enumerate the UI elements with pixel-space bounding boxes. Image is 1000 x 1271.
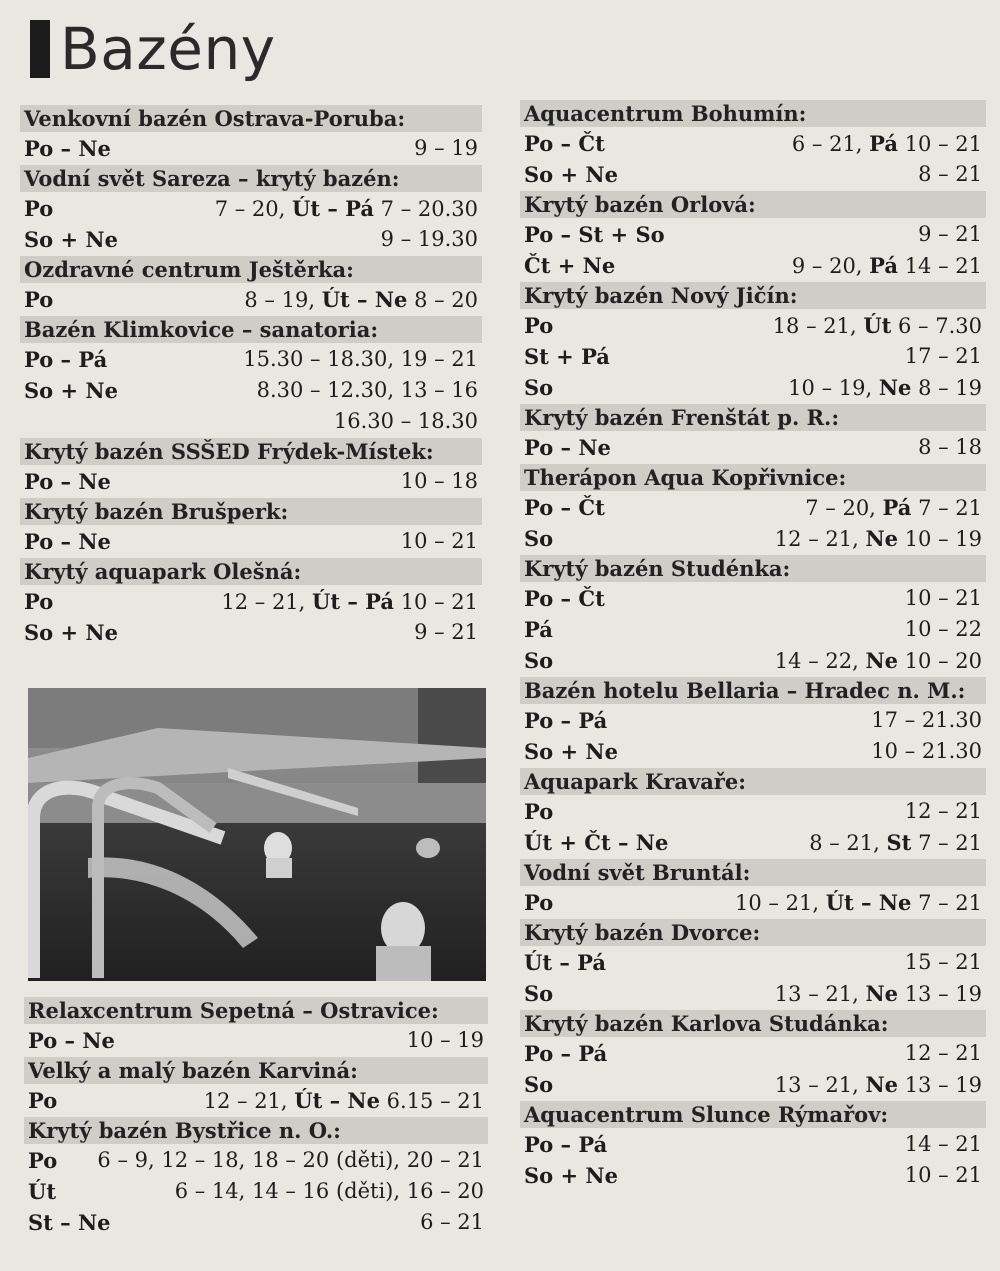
schedule-row xyxy=(20,586,482,617)
schedule-row xyxy=(520,492,986,523)
schedule-hours-part: 17 – 21.30 xyxy=(871,708,982,732)
schedule-hours xyxy=(792,128,982,159)
pool-name-relaxcentrum-sepetna-ostravice: Relaxcentrum Sepetná – Ostravice: xyxy=(24,997,488,1024)
schedule-hours-part: 12 – 21, xyxy=(221,590,313,614)
schedule-days: So xyxy=(524,526,554,551)
schedule-hours-part: 10 – 22 xyxy=(904,617,982,641)
schedule-hours xyxy=(257,375,478,406)
schedule-hours-days: Út – Ne xyxy=(825,890,912,915)
schedule-days: Po xyxy=(524,799,554,824)
schedule-row xyxy=(24,1207,488,1238)
page-title-block xyxy=(30,14,276,84)
schedule-row xyxy=(520,645,986,676)
schedule-row xyxy=(520,583,986,614)
schedule-days: So xyxy=(524,648,554,673)
schedule-hours-part: 7 – 20, xyxy=(805,496,883,520)
schedule-hours-part: 7 – 21 xyxy=(911,891,982,915)
schedule-hours-part: 16.30 – 18.30 xyxy=(333,409,478,433)
schedule-hours xyxy=(905,583,982,614)
schedule-hours xyxy=(905,1160,982,1191)
schedule-hours-part: 7 – 20.30 xyxy=(373,197,478,221)
schedule-hours-part: 9 – 20, xyxy=(791,254,870,278)
schedule-hours-part: 10 – 21 xyxy=(904,586,982,610)
schedule-row xyxy=(520,310,986,341)
schedule-days: Po – St + So xyxy=(524,222,665,247)
schedule-row xyxy=(24,1085,488,1116)
schedule-days: Po – Ne xyxy=(24,529,111,554)
pool-name-kryty-bazen-sssed-frydek-mistek: Krytý bazén SSŠED Frýdek-Místek: xyxy=(20,438,482,465)
schedule-hours xyxy=(871,736,982,767)
schedule-hours-part: 13 – 21, xyxy=(774,982,866,1006)
schedule-days: So + Ne xyxy=(24,620,118,645)
schedule-hours-part: 14 – 21 xyxy=(904,1132,982,1156)
schedule-row xyxy=(20,617,482,648)
schedule-row xyxy=(20,344,482,375)
schedule-hours-part: 13 – 19 xyxy=(898,1073,982,1097)
schedule-hours-part: 10 – 21, xyxy=(735,891,826,915)
schedule-row xyxy=(20,224,482,255)
schedule-days: Po – Pá xyxy=(24,347,108,372)
schedule-hours-part: 8 – 21, xyxy=(809,831,887,855)
pool-name-aquapark-kravare: Aquapark Kravaře: xyxy=(520,768,986,795)
schedule-row xyxy=(20,466,482,497)
pool-name-kryty-bazen-orlova: Krytý bazén Orlová: xyxy=(520,191,986,218)
schedule-days: Po – Čt xyxy=(524,586,605,611)
pool-name-kryty-bazen-dvorce: Krytý bazén Dvorce: xyxy=(520,919,986,946)
schedule-days: Po xyxy=(28,1148,58,1173)
schedule-hours xyxy=(401,526,478,557)
schedule-row xyxy=(520,736,986,767)
schedule-hours-part: 9 – 19 xyxy=(414,136,478,160)
schedule-hours xyxy=(414,133,478,164)
schedule-hours-part: 14 – 21 xyxy=(898,254,982,278)
title-bar-decoration xyxy=(30,20,50,78)
schedule-hours xyxy=(775,978,982,1009)
schedule-days: Po xyxy=(524,313,554,338)
schedule-days: Po – Čt xyxy=(524,131,605,156)
schedule-days: Po – Ne xyxy=(524,435,611,460)
schedule-row xyxy=(520,947,986,978)
schedule-days: So + Ne xyxy=(524,162,618,187)
schedule-hours-days: Ne xyxy=(865,648,899,673)
schedule-days: St – Ne xyxy=(28,1210,111,1235)
schedule-row xyxy=(520,1129,986,1160)
schedule-hours-days: Út xyxy=(863,313,892,338)
schedule-row xyxy=(520,887,986,918)
schedule-row xyxy=(520,372,986,403)
schedule-hours xyxy=(905,614,982,645)
schedule-hours-days: Ne xyxy=(865,981,899,1006)
schedule-row xyxy=(20,284,482,315)
schedule-days: Po xyxy=(28,1088,58,1113)
schedule-row xyxy=(520,341,986,372)
pool-name-aquacentrum-slunce-rymarov: Aquacentrum Slunce Rýmařov: xyxy=(520,1101,986,1128)
schedule-hours-part: 10 – 18 xyxy=(400,469,478,493)
schedule-hours-part: 10 – 21 xyxy=(400,529,478,553)
schedule-hours-part: 8.30 – 12.30, 13 – 16 xyxy=(256,378,478,402)
schedule-hours-days: Út – Ne xyxy=(294,1088,380,1113)
schedule-hours-days: Ne xyxy=(865,526,899,551)
schedule-row xyxy=(520,978,986,1009)
schedule-hours xyxy=(775,1069,982,1100)
schedule-days: Po – Pá xyxy=(524,1041,608,1066)
schedule-row xyxy=(20,526,482,557)
schedule-days: So + Ne xyxy=(524,1163,618,1188)
schedule-hours-part: 12 – 21, xyxy=(203,1089,295,1113)
pool-name-kryty-bazen-studenka: Krytý bazén Studénka: xyxy=(520,555,986,582)
schedule-row xyxy=(520,523,986,554)
pool-photo xyxy=(28,688,486,981)
schedule-hours-part: 12 – 21, xyxy=(774,527,866,551)
schedule-row xyxy=(520,1069,986,1100)
schedule-hours-part: 13 – 19 xyxy=(898,982,982,1006)
schedule-hours-part: 17 – 21 xyxy=(904,344,982,368)
schedule-hours xyxy=(905,796,982,827)
schedule-hours xyxy=(221,586,478,617)
schedule-hours-part: 6 – 21 xyxy=(420,1210,484,1234)
schedule-hours-part: 15.30 – 18.30, 19 – 21 xyxy=(243,347,478,371)
schedule-days: Po – Čt xyxy=(524,495,605,520)
schedule-hours xyxy=(414,617,478,648)
schedule-days: Po – Ne xyxy=(28,1028,115,1053)
pool-name-vodni-svet-bruntal: Vodní svět Bruntál: xyxy=(520,859,986,886)
schedule-row xyxy=(520,432,986,463)
schedule-hours xyxy=(805,492,982,523)
schedule-hours xyxy=(243,344,478,375)
schedule-hours xyxy=(735,887,982,918)
schedule-hours xyxy=(775,645,982,676)
schedule-hours-part: 9 – 19.30 xyxy=(380,227,478,251)
schedule-hours xyxy=(809,827,982,858)
schedule-hours xyxy=(334,406,478,437)
schedule-days: So xyxy=(524,375,554,400)
schedule-row xyxy=(520,250,986,281)
schedule-hours-part: 9 – 21 xyxy=(918,222,982,246)
schedule-days: Po – Pá xyxy=(524,708,608,733)
schedule-days: Čt + Ne xyxy=(524,253,616,278)
schedule-hours xyxy=(97,1145,484,1176)
schedule-row xyxy=(20,133,482,164)
schedule-hours-part: 18 – 21, xyxy=(772,314,864,338)
schedule-hours xyxy=(244,284,478,315)
schedule-row xyxy=(20,406,482,437)
left-column-bottom xyxy=(24,996,488,1238)
schedule-hours-days: Út – Pá xyxy=(312,589,395,614)
schedule-hours xyxy=(773,310,982,341)
schedule-hours-part: 9 – 21 xyxy=(414,620,478,644)
schedule-days: Út xyxy=(28,1179,57,1204)
schedule-hours xyxy=(918,219,982,250)
schedule-hours-days: Pá xyxy=(869,253,899,278)
pool-name-ozdravne-centrum-jesterka: Ozdravné centrum Ještěrka: xyxy=(20,256,482,283)
schedule-hours xyxy=(381,224,478,255)
schedule-hours-part: 8 – 18 xyxy=(918,435,982,459)
schedule-hours-part: 12 – 21 xyxy=(904,799,982,823)
schedule-days: So + Ne xyxy=(524,739,618,764)
schedule-hours xyxy=(401,466,478,497)
schedule-hours-part: 12 – 21 xyxy=(904,1041,982,1065)
schedule-hours xyxy=(905,1129,982,1160)
schedule-hours xyxy=(407,1025,484,1056)
schedule-hours xyxy=(775,523,982,554)
pool-name-kryty-bazen-karlova-studanka: Krytý bazén Karlova Studánka: xyxy=(520,1010,986,1037)
schedule-hours-part: 7 – 20, xyxy=(214,197,292,221)
schedule-row xyxy=(520,1038,986,1069)
schedule-hours xyxy=(918,159,982,190)
schedule-hours-days: Út – Pá xyxy=(292,196,374,221)
schedule-days: St + Pá xyxy=(524,344,610,369)
schedule-hours xyxy=(918,432,982,463)
schedule-row xyxy=(20,375,482,406)
pool-name-kryty-aquapark-olesna: Krytý aquapark Olešná: xyxy=(20,558,482,585)
pool-name-kryty-bazen-frenstat-p-r: Krytý bazén Frenštát p. R.: xyxy=(520,404,986,431)
schedule-hours-part: 10 – 20 xyxy=(898,649,982,673)
schedule-hours-days: Út – Ne xyxy=(321,287,408,312)
schedule-row xyxy=(24,1176,488,1207)
pool-photo-illustration xyxy=(28,688,486,981)
schedule-row xyxy=(520,219,986,250)
schedule-hours xyxy=(871,705,982,736)
schedule-hours-part: 10 – 19, xyxy=(788,376,879,400)
schedule-days: So + Ne xyxy=(24,227,118,252)
schedule-hours-part: 7 – 21 xyxy=(911,496,982,520)
schedule-hours-part: 13 – 21, xyxy=(774,1073,866,1097)
schedule-hours-days: Ne xyxy=(865,1072,899,1097)
schedule-days: So xyxy=(524,981,554,1006)
schedule-days: Po – Ne xyxy=(24,136,111,161)
left-column xyxy=(20,104,482,648)
schedule-days: Út – Pá xyxy=(524,950,606,975)
schedule-hours-part: 8 – 19 xyxy=(911,376,982,400)
pool-name-therapon-aqua-koprivnice: Therápon Aqua Kopřivnice: xyxy=(520,464,986,491)
pool-name-kryty-bazen-novy-jicin: Krytý bazén Nový Jičín: xyxy=(520,282,986,309)
schedule-hours-part: 6 – 14, 14 – 16 (děti), 16 – 20 xyxy=(174,1179,484,1203)
schedule-days: Po – Pá xyxy=(524,1132,608,1157)
schedule-hours-part: 15 – 21 xyxy=(904,950,982,974)
schedule-row xyxy=(20,193,482,224)
schedule-row xyxy=(520,1160,986,1191)
schedule-hours-days: Ne xyxy=(878,375,912,400)
schedule-days: Út + Čt – Ne xyxy=(524,830,669,855)
schedule-hours-part: 10 – 19 xyxy=(406,1028,484,1052)
schedule-hours-part: 6 – 21, xyxy=(791,132,870,156)
schedule-hours xyxy=(215,193,478,224)
schedule-hours-days: St xyxy=(886,830,912,855)
schedule-hours-days: Pá xyxy=(869,131,899,156)
schedule-hours-days: Pá xyxy=(882,495,912,520)
schedule-hours xyxy=(905,341,982,372)
schedule-hours xyxy=(420,1207,484,1238)
schedule-row xyxy=(520,705,986,736)
schedule-hours-part: 8 – 21 xyxy=(918,162,982,186)
pool-name-kryty-bazen-bystrice-n-o: Krytý bazén Bystřice n. O.: xyxy=(24,1117,488,1144)
schedule-days: Po xyxy=(524,890,554,915)
schedule-row xyxy=(520,128,986,159)
page-title: Bazény xyxy=(60,15,276,83)
schedule-hours-part: 10 – 19 xyxy=(898,527,982,551)
schedule-days: So + Ne xyxy=(24,378,118,403)
schedule-days: Po xyxy=(24,589,54,614)
schedule-hours xyxy=(175,1176,484,1207)
schedule-hours xyxy=(905,1038,982,1069)
pool-name-velky-a-maly-bazen-karvina: Velký a malý bazén Karviná: xyxy=(24,1057,488,1084)
schedule-row xyxy=(520,614,986,645)
schedule-hours-part: 8 – 20 xyxy=(407,288,478,312)
schedule-row xyxy=(520,827,986,858)
pool-name-vodni-svet-sareza-kryty-bazen: Vodní svět Sareza – krytý bazén: xyxy=(20,165,482,192)
schedule-hours-part: 10 – 21 xyxy=(394,590,478,614)
schedule-hours-part: 10 – 21 xyxy=(898,132,982,156)
schedule-hours xyxy=(204,1085,484,1116)
schedule-hours-part: 10 – 21 xyxy=(904,1163,982,1187)
schedule-hours-part: 6 – 7.30 xyxy=(891,314,982,338)
schedule-hours-part: 10 – 21.30 xyxy=(871,739,982,763)
schedule-hours xyxy=(905,947,982,978)
schedule-row xyxy=(24,1145,488,1176)
schedule-hours-part: 8 – 19, xyxy=(244,288,322,312)
schedule-row xyxy=(24,1025,488,1056)
schedule-days: Po – Ne xyxy=(24,469,111,494)
schedule-row xyxy=(520,159,986,190)
pool-name-venkovni-bazen-ostrava-poruba: Venkovní bazén Ostrava-Poruba: xyxy=(20,105,482,132)
schedule-days: Pá xyxy=(524,617,553,642)
right-column xyxy=(520,99,986,1191)
schedule-days: Po xyxy=(24,196,54,221)
pool-name-aquacentrum-bohumin: Aquacentrum Bohumín: xyxy=(520,100,986,127)
pool-name-bazen-hotelu-bellaria-hradec-n-m: Bazén hotelu Bellaria – Hradec n. M.: xyxy=(520,677,986,704)
pool-name-bazen-klimkovice-sanatoria: Bazén Klimkovice – sanatoria: xyxy=(20,316,482,343)
schedule-hours-part: 7 – 21 xyxy=(911,831,982,855)
schedule-days: Po xyxy=(24,287,54,312)
schedule-hours xyxy=(792,250,982,281)
schedule-hours-part: 14 – 22, xyxy=(774,649,866,673)
schedule-hours-part: 6 – 9, 12 – 18, 18 – 20 (děti), 20 – 21 xyxy=(97,1148,484,1172)
schedule-row xyxy=(520,796,986,827)
schedule-hours-part: 6.15 – 21 xyxy=(379,1089,484,1113)
schedule-hours xyxy=(788,372,982,403)
schedule-days: So xyxy=(524,1072,554,1097)
pool-name-kryty-bazen-brusperk: Krytý bazén Brušperk: xyxy=(20,498,482,525)
